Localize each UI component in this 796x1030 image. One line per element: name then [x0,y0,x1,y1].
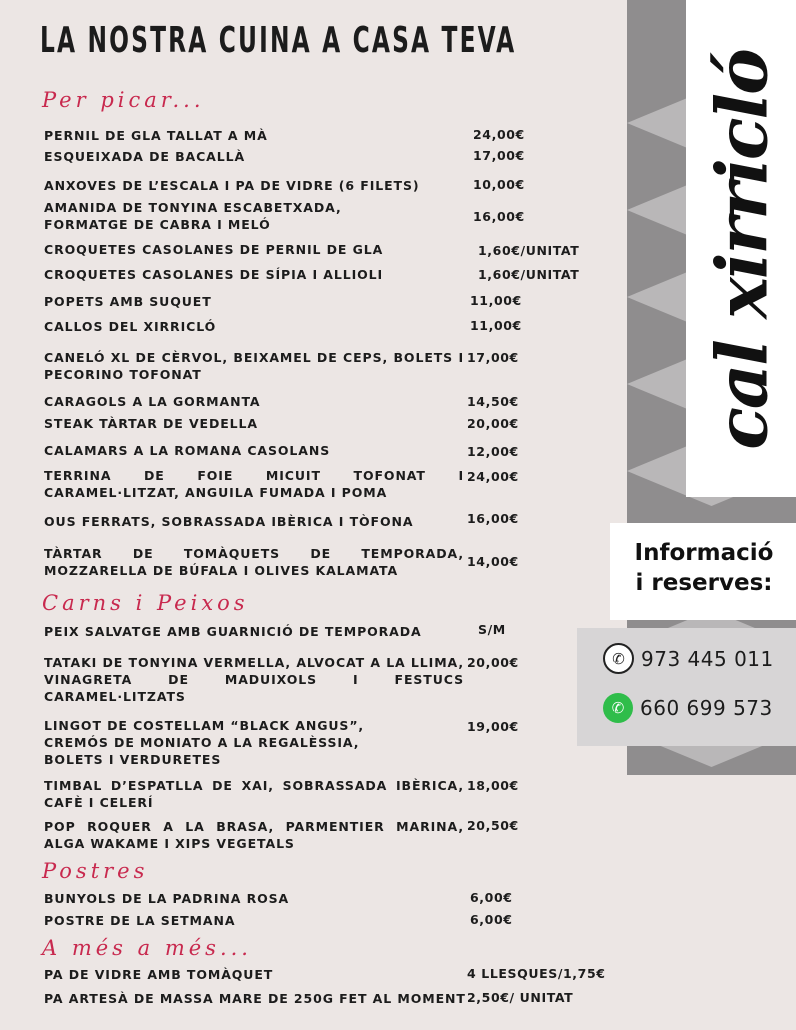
menu-item [44,990,466,1007]
item-name: LINGOT DE COSTELLAM “BLACK ANGUS”, CREMÓS DE MONIATO A LA REGALÈSSIA, BOLETS I VERDURETES [44,718,365,767]
menu-item [44,127,268,144]
item-price: 11,00€ [470,293,522,308]
page-title: LA NOSTRA CUINA A CASA TEVA [40,20,517,61]
item-price: 14,00€ [467,554,519,569]
section-carns-peixos: Carns i Peixos [42,591,249,615]
info-heading [612,538,796,598]
section-per-picar: Per picar... [42,88,205,112]
item-price: 16,00€ [473,209,525,224]
item-price: 24,00€ [467,469,519,484]
menu-item [44,318,216,335]
menu-item [44,654,464,705]
phone-icon: ✆ [603,643,634,674]
section-a-mes: A més a més... [42,936,252,960]
item-price: 10,00€ [473,177,525,192]
item-name: PA ARTESÀ DE MASSA MARE DE 250G FET AL MOMENT [44,991,466,1006]
menu-item [44,393,261,410]
menu-item [44,293,212,310]
menu-item [44,545,464,579]
whatsapp-icon: ✆ [603,693,633,723]
item-price: 6,00€ [470,890,513,905]
menu-item [44,717,374,768]
item-name: AMANIDA DE TONYINA ESCABETXADA, FORMATGE DE CABRA I MELÓ [44,200,342,232]
item-price: 19,00€ [467,719,519,734]
menu-item [44,912,235,929]
item-price: 16,00€ [467,511,519,526]
item-price: 6,00€ [470,912,513,927]
item-price: 11,00€ [470,318,522,333]
item-name: CANELÓ XL DE CÈRVOL, BEIXAMEL DE CEPS, BOLETS I PECORINO TOFONAT [44,350,464,382]
menu-item [44,199,354,233]
item-price: 18,00€ [467,778,519,793]
item-price: 17,00€ [467,350,519,365]
item-name: STEAK TÀRTAR DE VEDELLA [44,416,258,431]
item-price: 12,00€ [467,444,519,459]
item-name: CARAGOLS A LA GORMANTA [44,394,261,409]
phone-call-row[interactable] [603,643,774,674]
item-price: 20,50€ [467,818,519,833]
item-name: TERRINA DE FOIE MICUIT TOFONAT I CARAMEL·LITZAT, ANGUILA FUMADA I POMA [44,468,464,500]
info-line-2: i reserves: [635,570,773,596]
menu-item [44,266,383,283]
item-price: 2,50€/ UNITAT [467,990,574,1005]
menu-item [44,818,464,852]
menu-item [44,349,464,383]
menu-item [44,442,330,459]
menu-item [44,623,422,640]
menu-item [44,148,245,165]
menu-item [44,467,464,501]
brand-logo: cal xirricló [700,50,784,450]
item-name: ANXOVES DE L’ESCALA I PA DE VIDRE (6 FILETS) [44,178,420,193]
menu-item [44,415,258,432]
item-price: 20,00€ [467,655,519,670]
menu-item [44,241,383,258]
item-price: 1,60€/UNITAT [478,267,580,282]
item-name: PA DE VIDRE AMB TOMÀQUET [44,967,274,982]
item-name: OUS FERRATS, SOBRASSADA IBÈRICA I TÒFONA [44,514,414,529]
item-name: POPETS AMB SUQUET [44,294,212,309]
item-price: 1,60€/UNITAT [478,243,580,258]
item-price: 20,00€ [467,416,519,431]
item-name: ESQUEIXADA DE BACALLÀ [44,149,246,164]
item-name: TATAKI DE TONYINA VERMELLA, ALVOCAT A LA LLIMA, VINAGRETA DE MADUIXOLS I FESTUCS CARAMEL·LITZATS [44,655,464,704]
phone-number[interactable]: 973 445 011 [641,646,774,671]
item-name: CROQUETES CASOLANES DE PERNIL DE GLA [44,242,384,257]
menu-item [44,177,420,194]
item-price: 17,00€ [473,148,525,163]
item-name: CALAMARS A LA ROMANA CASOLANS [44,443,331,458]
item-name: CROQUETES CASOLANES DE SÍPIA I ALLIOLI [44,267,384,282]
item-name: TÀRTAR DE TOMÀQUETS DE TEMPORADA, MOZZARELLA DE BÚFALA I OLIVES KALAMATA [44,546,464,578]
item-name: PERNIL DE GLA TALLAT A MÀ [44,128,268,143]
whatsapp-number[interactable]: 660 699 573 [640,696,773,720]
menu-item [44,513,413,530]
item-price: 24,00€ [473,127,525,142]
item-name: CALLOS DEL XIRRICLÓ [44,319,217,334]
item-price: 14,50€ [467,394,519,409]
info-line-1: Informació [634,540,774,566]
phone-whatsapp-row[interactable] [603,693,773,723]
item-price: 4 LLESQUES/1,75€ [467,966,606,981]
menu-item [44,890,289,907]
item-price: S/M [478,622,506,637]
section-postres: Postres [42,859,149,883]
menu-item [44,966,273,983]
item-name: POP ROQUER A LA BRASA, PARMENTIER MARINA, ALGA WAKAME I XIPS VEGETALS [44,819,464,851]
item-name: BUNYOLS DE LA PADRINA ROSA [44,891,290,906]
item-name: PEIX SALVATGE AMB GUARNICIÓ DE TEMPORADA [44,624,422,639]
item-name: TIMBAL D’ESPATLLA DE XAI, SOBRASSADA IBÈRICA, CAFÈ I CELERÍ [44,778,464,810]
item-name: POSTRE DE LA SETMANA [44,913,236,928]
menu-item [44,777,464,811]
